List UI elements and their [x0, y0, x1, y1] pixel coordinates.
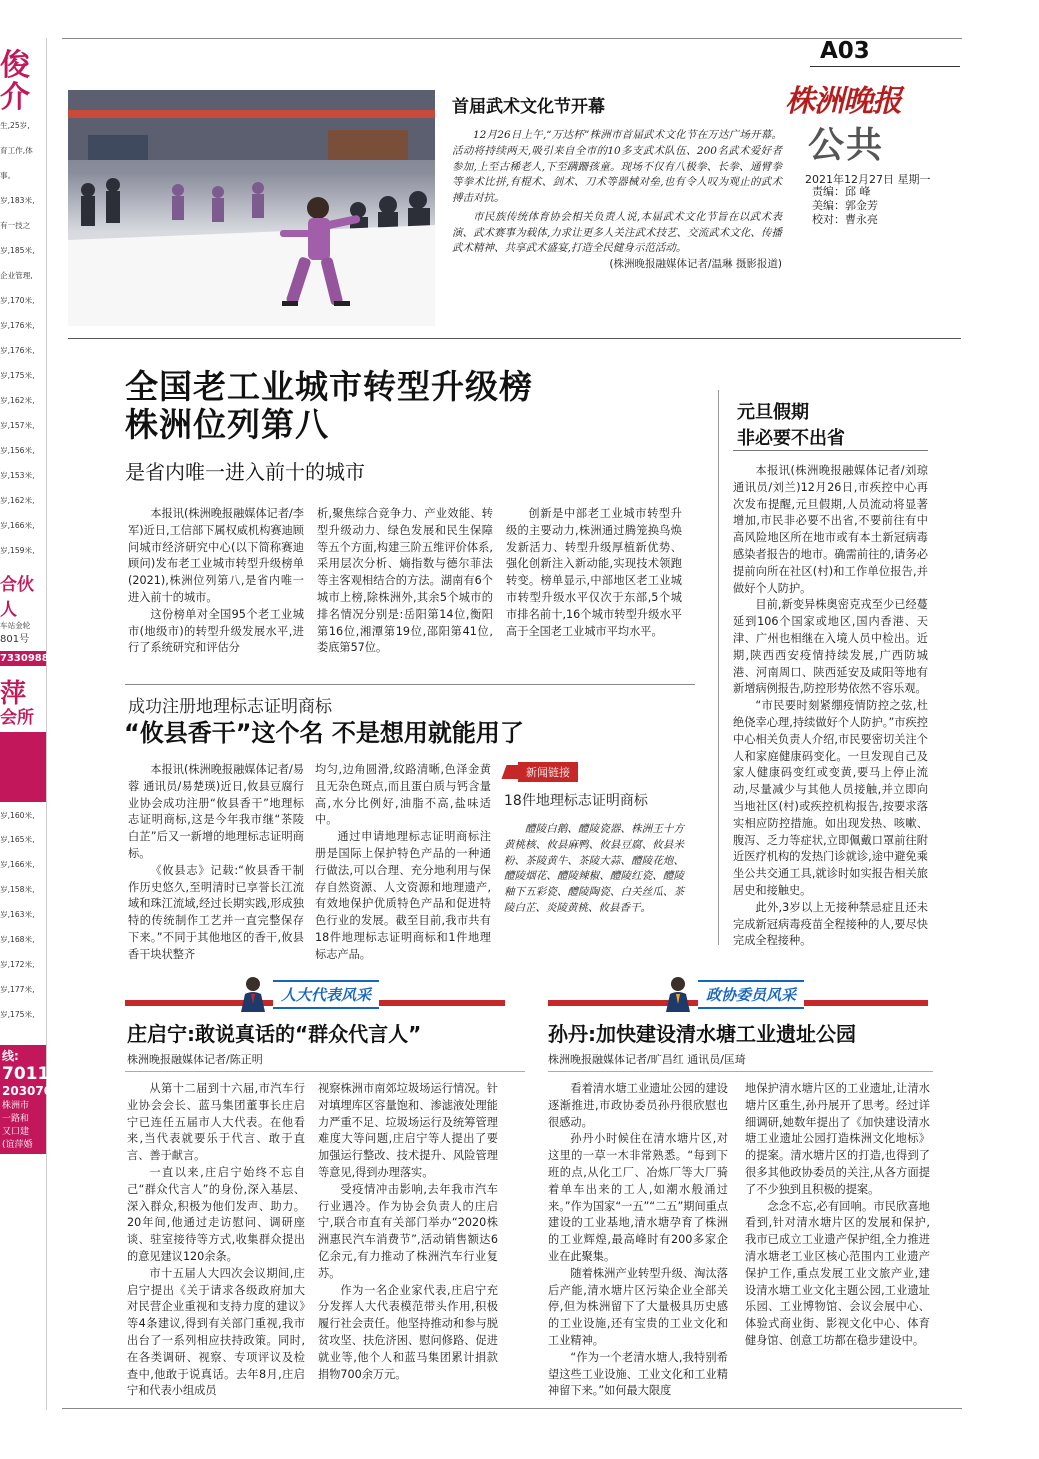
news-link-body: 醴陵白鹅、醴陵瓷器、株洲王十方黄桃核、攸县麻鸭、攸县豆腐、攸县米粉、茶陵黄牛、茶陵大蒜、醴陵花炮、醴陵烟花、醴陵辣椒、醴陵红瓷、醴陵釉下五彩瓷、醴陵陶瓷、白关丝瓜、茶陵白芷、炎陵黄桃、攸县香干。	[504, 823, 684, 914]
issue-date: 2021年12月27日 星期一	[805, 173, 931, 186]
wushu-photo	[68, 90, 435, 326]
npc-figure-icon	[235, 974, 271, 1014]
cppcc-headline: 孙丹:加快建设清水塘工业遗址公园	[548, 1022, 856, 1046]
strip-ad-line: 岁,162米,	[0, 395, 35, 405]
strip-ad-line: 岁,156米,	[0, 445, 35, 455]
youxian-headline: “攸县香干”这个名 不是想用就能用了	[124, 719, 524, 747]
cppcc-col2-para1: 地保护清水塘片区的工业遗址,让清水塘片区重生,孙丹展开了思考。经过详细调研,她数年提出了《加快建设清水塘工业遗址公园打造株洲文化地标》的提案。清水塘片区的打造,也得到了很多其他政协委员的关注,从各方面提了不少独到且积极的提案。	[745, 1082, 930, 1196]
paper-logo: 株洲晚报	[785, 84, 901, 119]
strip-hotline-2: 203070	[2, 1084, 53, 1099]
yuandan-para-2: 目前,新变异株奥密克戎至少已经蔓延到106个国家或地区,国内香港、天津、广州也相继在入境人员中检出。近期,陕西西安疫情持续发展,广西防城港、河南周口、陕西延安及咸阳等地有新增病例报告,防控形势依然不容乐观。	[733, 598, 928, 696]
section-rule-2	[125, 684, 695, 685]
strip-promo-block	[0, 732, 46, 802]
strip-addr-3: 又口建	[2, 1127, 30, 1138]
bottom-rule	[62, 1408, 962, 1409]
right-col-divider	[718, 390, 719, 945]
news-link-label: 新闻链接	[518, 762, 578, 782]
designer-line: 美编：郭金芳	[812, 199, 878, 212]
strip-ad-line: 岁,176米,	[0, 320, 35, 330]
strip-title-jun: 俊	[0, 48, 30, 83]
news-link-box	[504, 762, 684, 917]
cppcc-col1-para4: “作为一个老清水塘人,我特别希望这些工业设施、工业文化和工业精神留下来。”如何最大限度	[548, 1350, 728, 1398]
npc-banner	[235, 974, 379, 1014]
strip-ad-line: 生,25岁,	[0, 121, 30, 130]
yuandan-body	[733, 463, 928, 950]
page-number-rule	[810, 66, 960, 67]
strip-ads-top	[0, 120, 46, 557]
strip-ad-line: 岁,162米,	[0, 495, 35, 505]
yuandan-headline-2: 非必要不出省	[737, 428, 845, 449]
strip-ad-line: 岁,159米,	[0, 545, 35, 555]
youxian-col2-para2: 通过申请地理标志证明商标注册是国际上保护特色产品的一种通行做法,可以合理、充分地利用与保存自然资源、人文资源和地理遗产,有效地保护优质特色产品和促进特色行业的发展。截至目前,我市共有18件地理标志证明商标和1件地理标志产品。	[315, 830, 491, 961]
strip-title-ping: 萍	[0, 678, 27, 709]
strip-ad-line: 有一技之	[0, 220, 31, 230]
strip-ad-line: 岁,157米,	[0, 420, 35, 430]
cppcc-col1-para2: 孙丹小时候住在清水塘片区,对这里的一草一木非常熟悉。“每到下班的点,从化工厂、冶炼厂等大厂骑着单车出来的工人,如潮水般涌过来。”作为国家“一五”“二五”期间重点建设的工业基地,清水塘孕育了株洲的工业辉煌,最高峰时有200多家企业在此聚集。	[548, 1132, 729, 1263]
cppcc-col-1	[548, 1081, 728, 1400]
youxian-col-1	[128, 762, 304, 964]
editor-credits	[812, 185, 878, 227]
npc-col-2	[318, 1081, 498, 1383]
strip-addr-2: 一路和	[2, 1114, 30, 1125]
yuandan-headline	[737, 398, 845, 450]
wushu-photo-illustration	[68, 90, 435, 326]
youxian-col1-para1: 本报讯(株洲晚报融媒体记者/易蓉 通讯员/易楚瑛)近日,攸县豆腐行业协会成功注册“攸县香干”地理标志证明商标,这是今年我市继“茶陵白芷”后又一新增的地理标志证明商标。	[128, 763, 304, 860]
news-link-tag	[504, 762, 684, 782]
npc-col1-para2: 一直以来,庄启宁始终不忘自己“群众代言人”的身份,深入基层、深入群众,积极为他们发声、助力。20年间,他通过走访慰问、调研座谈、驻室接待等方式,收集群众提出的意见建议120余条。	[127, 1165, 305, 1263]
editor-line: 责编：邱 峰	[812, 185, 871, 198]
yuandan-rule	[733, 450, 928, 451]
npc-col2-para1: 视察株洲市南郊垃圾场运行情况。针对填埋库区容量饱和、渗滤液处理能力严重不足、垃圾场运行及统筹管理难度大等问题,庄启宁等人提出了要加强运行整改、技术提升、风险管理等意见,得到办理落实。	[318, 1082, 498, 1179]
strip-ad-line: 岁,175米,	[0, 1010, 35, 1020]
strip-ad-line: 岁,163米,	[0, 910, 35, 920]
youxian-kicker: 成功注册地理标志证明商标	[128, 697, 332, 717]
strip-ads-bottom	[0, 810, 46, 1022]
strip-hotline-block	[0, 1045, 53, 1154]
npc-col1-para1: 从第十二届到十六届,市汽车行业协会会长、蓝马集团董事长庄启宁已连任五届市人大代表。在他看来,当代表就要乐于代言、敢于直言、善于献言。	[127, 1082, 305, 1163]
yuandan-headline-1: 元旦假期	[737, 402, 809, 423]
npc-col2-para3: 作为一名企业家代表,庄启宁充分发挥人大代表模范带头作用,积极履行社会责任。他坚持推动和参与脱贫攻坚、扶危济困、慰问修路、促进就业等,他个人和蓝马集团累计捐款捐物700余万元。	[318, 1283, 498, 1381]
yuandan-para-1: 本报讯(株洲晚报融媒体记者/刘琼 通讯员/刘兰)12月26日,市疾控中心再次发布提醒,元旦假期,人员流动将显著增加,市民非必要不出省,不要前往有中高风险地区所在地市或有本土新冠病毒感染者报告的地市。确需前往的,请务必提前向所在社区(村)和工作单位报告,并做好个人防护。	[733, 464, 928, 595]
transform-col1-para2: 这份榜单对全国95个老工业城市(地级市)的转型升级发展水平,进行了系统研究和评估分	[128, 607, 304, 655]
transform-headline-line1: 全国老工业城市转型升级榜	[125, 367, 533, 406]
cppcc-col-2	[745, 1081, 930, 1350]
page-number: A03	[820, 38, 870, 64]
strip-partner-label: 合伙人	[0, 574, 34, 620]
news-link-title: 18件地理标志证明商标	[504, 793, 648, 809]
npc-headline: 庄启宁:敢说真话的“群众代言人”	[127, 1022, 422, 1046]
strip-hotline-label: 线:	[2, 1049, 19, 1064]
strip-ad-line: 岁,166米,	[0, 520, 35, 530]
strip-ad-line: 岁,175米,	[0, 370, 35, 380]
transform-col-2	[317, 506, 493, 657]
cppcc-banner	[660, 974, 804, 1014]
strip-title-huisuo: 会所	[0, 707, 34, 728]
strip-hotline-1: 7011	[2, 1064, 50, 1085]
wushu-credit: (株洲晚报融媒体记者/温琳 摄影报道)	[609, 258, 782, 270]
transform-col-3	[506, 506, 682, 640]
strip-title-jie: 介	[0, 80, 30, 115]
youxian-col1-para2: 《攸县志》记载:“攸县香干制作历史悠久,至明清时已享誉长江流域和珠江流域,经过长期实践,形成独特的传统制作工艺并一直完整保存下来。”不同于其他地区的香干,攸县香干块状整齐	[128, 863, 304, 961]
npc-banner-label: 人大代表风采	[273, 980, 379, 1009]
npc-col1-para3: 市十五届人大四次会议期间,庄启宁提出《关于请求各级政府加大对民营企业重视和支持力度的建议》等4条建议,得到有关部门重视,我市出台了一系列相应扶持政策。同时,在各类调研、视察、专项评议及检查中,他敢于说真话。去年8月,庄启宁和代表小组成员	[127, 1266, 305, 1398]
proof-line: 校对：曹永亮	[812, 213, 878, 226]
cppcc-col1-para3: 随着株洲产业转型升级、淘汰落后产能,清水塘片区污染企业全部关停,但为株洲留下了大量极具历史感的工业设施,还有宝贵的工业文化和工业精神。	[548, 1266, 728, 1347]
strip-ad-line: 岁,153米,	[0, 470, 35, 480]
transform-col2-para: 析,聚焦综合竞争力、产业效能、转型升级动力、绿色发展和民生保障等五个方面,构建三阶五维评价体系,采用层次分析、熵指数与德尔菲法等主客观相结合的方法。湖南有6个城市上榜,除株洲外,其余5个城市的排名情况分别是:岳阳第14位,衡阳第16位,湘潭第19位,邵阳第41位,娄底第57位。	[317, 507, 493, 655]
strip-ad-line: 岁,185米,	[0, 245, 35, 255]
strip-partner-phone: 73309882	[0, 652, 56, 664]
section-name: 公共	[808, 125, 885, 166]
wushu-headline: 首届武术文化节开幕	[452, 97, 605, 117]
section-rule-1	[68, 338, 961, 339]
strip-ad-line: 岁,158米,	[0, 885, 35, 895]
strip-ad-line: 岁,168米,	[0, 935, 35, 945]
transform-col-1	[128, 506, 304, 657]
transform-col1-para1: 本报讯(株洲晚报融媒体记者/李军)近日,工信部下属权威机构赛迪顾问城市经济研究中心(以下简称赛迪顾问)发布老工业城市转型升级榜单(2021),株洲位列第八,是省内唯一进入前十的城市。	[128, 507, 304, 604]
strip-ad-line: 岁,170米,	[0, 295, 35, 305]
strip-partner-no: 801号	[0, 633, 30, 645]
strip-partner-addr: 车站金轮	[0, 620, 31, 630]
npc-byline: 株洲晚报融媒体记者/陈正明	[127, 1053, 263, 1066]
cppcc-byline: 株洲晚报融媒体记者/旷昌红 通讯员/匡琦	[548, 1053, 746, 1066]
strip-ad-line: 岁,172米,	[0, 960, 35, 970]
wushu-para-1: 12月26日上午,“万达杯”株洲市首届武术文化节在万达广场开幕。活动将持续两天,吸引来自全市的10多支武术队伍、200名武术爱好者参加,上至古稀老人,下至蹒跚孩童。现场不仅有八极拳、长拳、通臂拳等拳术比拼,有棍术、剑术、刀术等器械对垒,也有令人叹为观止的武术搏击对抗。	[452, 129, 782, 204]
strip-ad-line: 事。	[0, 170, 16, 180]
youxian-col2-para1: 均匀,边角圆滑,纹路清晰,色泽金黄且无杂色斑点,而且蛋白质与钙含量高,水分比例好,油脂不高,盐味适中。	[315, 763, 491, 827]
strip-ad-line: 岁,177米,	[0, 985, 35, 995]
strip-ad-line: 岁,160米,	[0, 810, 35, 820]
cppcc-banner-label: 政协委员风采	[698, 980, 804, 1009]
transform-col3-para: 创新是中部老工业城市转型升级的主要动力,株洲通过腾笼换鸟焕发新活力、转型升级厚植新优势、强化创新注入新动能,实现技术领跑转变。榜单显示,中部地区老工业城市转型升级水平仅次于东部,5个城市排名前十,16个城市转型升级水平高于全国老工业城市平均水平。	[506, 507, 682, 638]
transform-headline	[125, 368, 533, 444]
npc-col-1	[127, 1081, 305, 1400]
strip-addr-1: 株洲市	[2, 1101, 30, 1112]
strip-ad-line: 岁,183米,	[0, 195, 35, 205]
strip-ad-line: 岁,176米,	[0, 345, 35, 355]
cppcc-col2-para2: 念念不忘,必有回响。市民欣喜地看到,针对清水塘片区的发展和保护,我市已成立工业遗产保护组,全力推进清水塘老工业区核心范围内工业遗产保护工作,重点发展工业文旅产业,建设清水塘工业文化主题公园,工业遗址乐园、工业博物馆、会议会展中心、体验式商业街、影视文化中心、体育健身馆、创意工坊都在稳步建设中。	[745, 1199, 930, 1347]
strip-addr-4: (谊萍婚	[2, 1140, 33, 1151]
npc-byline-rule	[125, 1071, 525, 1072]
left-page-strip	[0, 38, 56, 1410]
strip-ad-line: 岁,165米,	[0, 835, 35, 845]
youxian-col-2	[315, 762, 491, 964]
yuandan-para-4: 此外,3岁以上无接种禁忌症且还未完成新冠病毒疫苗全程接种的人,要尽快完成全程接种。	[733, 900, 928, 948]
transform-headline-line2: 株洲位列第八	[125, 404, 329, 444]
transform-subhead: 是省内唯一进入前十的城市	[125, 460, 365, 484]
strip-ad-line: 育工作,体	[0, 145, 33, 155]
wushu-para-2: 市民族传统体育协会相关负责人说,本届武术文化节旨在以武术表演、武术赛事为载体,力求让更多人关注武术技艺、交流武术文化、传播武术精神、共享武术盛宴,打造全民健身示范活动。	[452, 210, 782, 255]
cppcc-byline-rule	[548, 1071, 933, 1072]
wushu-body	[452, 128, 782, 273]
yuandan-para-3: “市民要时刻紧绷疫情防控之弦,杜绝侥幸心理,持续做好个人防护。”市疾控中心相关负责人介绍,市民要密切关注个人和家庭健康码变化。一旦发现自己及家人健康码变红或变黄,要马上停止流动,尽量减少与其他人员接触,并立即向当地社区(村)或疾控机构报告,按要求落实相应防控措施。如出现发热、咳嗽、腹泻、乏力等症状,立即佩戴口罩前往附近医疗机构的发热门诊就诊,途中避免乘坐公共交通工具,就诊时如实报告相关旅居史和接触史。	[733, 699, 928, 897]
npc-col2-para2: 受疫情冲击影响,去年我市汽车行业遇冷。作为协会负责人的庄启宁,联合市直有关部门举办“2020株洲惠民汽车消费节”,活动销售额达6亿余元,有力推动了株洲汽车行业复苏。	[318, 1182, 498, 1280]
strip-ad-line: 企业管理,	[0, 270, 33, 280]
cppcc-col1-para1: 看着清水塘工业遗址公园的建设逐渐推进,市政协委员孙丹很欣慰也很感动。	[548, 1082, 728, 1129]
strip-ad-line: 岁,166米,	[0, 860, 35, 870]
cppcc-figure-icon	[660, 974, 696, 1014]
